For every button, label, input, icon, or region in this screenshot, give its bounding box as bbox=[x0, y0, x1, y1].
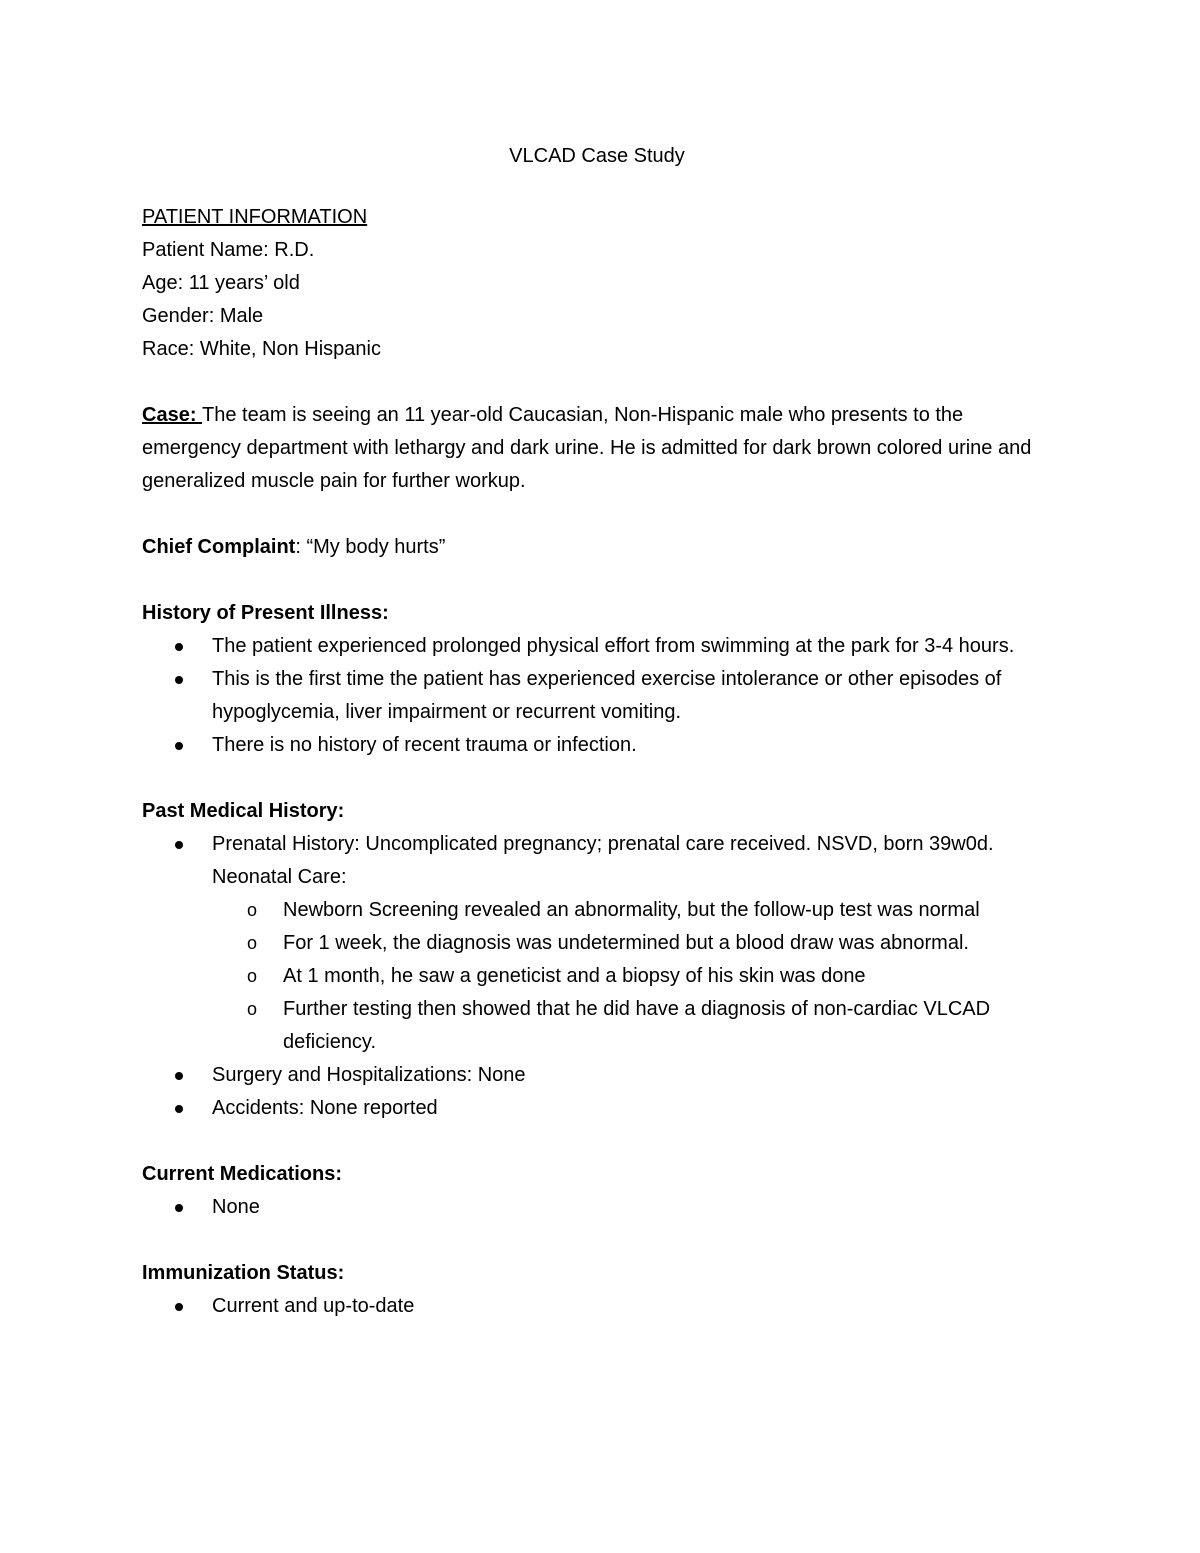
document-body bbox=[142, 140, 1062, 1323]
list-item: Accidents: None reported bbox=[142, 1092, 1062, 1125]
list-item: o Further testing then showed that he did have a diagnosis of non-cardiac VLCAD deficiency. bbox=[212, 993, 1062, 1059]
case-paragraph bbox=[142, 399, 1062, 498]
patient-gender-line bbox=[142, 300, 1062, 333]
list-item: None bbox=[142, 1191, 1062, 1224]
chief-complaint-line bbox=[142, 531, 1062, 564]
past-medical-history-heading: Past Medical History: bbox=[142, 800, 345, 822]
past-medical-history-list bbox=[142, 828, 1062, 1125]
list-item: o Newborn Screening revealed an abnormality, but the follow-up test was normal bbox=[212, 894, 1062, 927]
case-text: The team is seeing an 11 year-old Caucasian, Non-Hispanic male who presents to the emergency department with lethargy and dark urine. He is admitted for dark brown colored urine and generalized muscle pain for further workup. bbox=[142, 404, 1032, 492]
patient-gender-label: Gender: bbox=[142, 305, 220, 327]
list-item: This is the first time the patient has experienced exercise intolerance or other episodes of hypoglycemia, liver impairment or recurrent vomiting. bbox=[142, 663, 1062, 729]
chief-complaint-label: Chief Complaint bbox=[142, 536, 296, 558]
patient-name-label: Patient Name: bbox=[142, 239, 275, 261]
hpi-list bbox=[142, 630, 1062, 762]
list-item: Surgery and Hospitalizations: None bbox=[142, 1059, 1062, 1092]
patient-gender-value: Male bbox=[219, 305, 264, 327]
patient-information-section bbox=[142, 201, 1062, 366]
chief-complaint-text: : “My body hurts” bbox=[295, 536, 446, 558]
case-label: Case: bbox=[142, 404, 203, 426]
immunization-status-section bbox=[142, 1257, 1062, 1323]
document-title: VLCAD Case Study bbox=[509, 145, 685, 167]
list-item bbox=[142, 828, 1062, 1059]
list-item: Current and up-to-date bbox=[142, 1290, 1062, 1323]
list-item: There is no history of recent trauma or infection. bbox=[142, 729, 1062, 762]
patient-age-label: Age: bbox=[142, 272, 189, 294]
current-medications-list bbox=[142, 1191, 1062, 1224]
past-medical-history-section bbox=[142, 795, 1062, 1125]
patient-race-line bbox=[142, 333, 1062, 366]
immunization-status-list bbox=[142, 1290, 1062, 1323]
patient-age-line bbox=[142, 267, 1062, 300]
patient-age-value: 11 years’ old bbox=[188, 272, 300, 294]
hpi-heading: History of Present Illness: bbox=[142, 602, 389, 624]
patient-information-heading: PATIENT INFORMATION bbox=[142, 206, 368, 228]
current-medications-section bbox=[142, 1158, 1062, 1224]
list-item: o For 1 week, the diagnosis was undetermined but a blood draw was abnormal. bbox=[212, 927, 1062, 960]
patient-name-value: R.D. bbox=[274, 239, 315, 261]
patient-race-label: Race: bbox=[142, 338, 200, 360]
prenatal-history-text: Prenatal History: Uncomplicated pregnancy; prenatal care received. NSVD, born 39w0d. Neonatal Care: bbox=[212, 833, 994, 888]
patient-name-line bbox=[142, 234, 1062, 267]
current-medications-heading: Current Medications: bbox=[142, 1163, 343, 1185]
hpi-section bbox=[142, 597, 1062, 762]
patient-race-value: White, Non Hispanic bbox=[199, 338, 381, 360]
neonatal-care-list bbox=[212, 894, 1062, 1059]
list-item: The patient experienced prolonged physical effort from swimming at the park for 3-4 hours. bbox=[142, 630, 1062, 663]
immunization-status-heading: Immunization Status: bbox=[142, 1262, 345, 1284]
list-item: o At 1 month, he saw a geneticist and a biopsy of his skin was done bbox=[212, 960, 1062, 993]
